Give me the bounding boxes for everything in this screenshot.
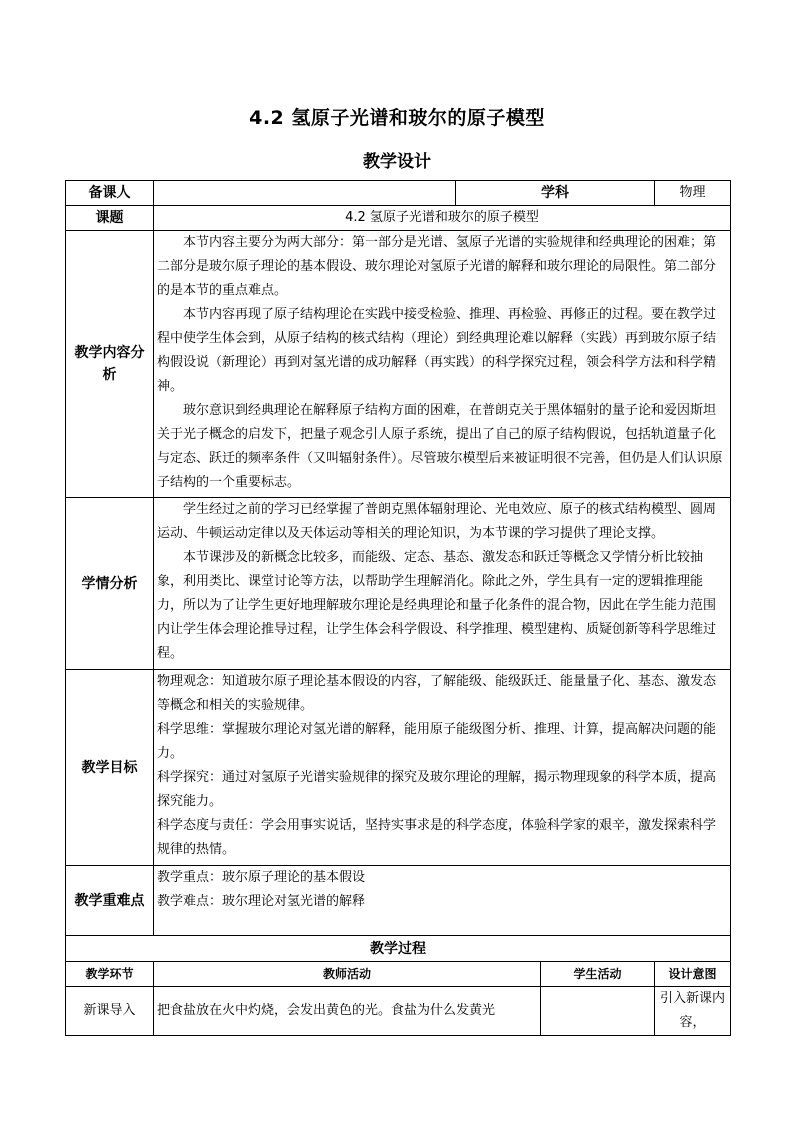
page-title: 4.2 氢原子光谱和玻尔的原子模型 xyxy=(249,107,545,129)
process-title: 教学过程 xyxy=(66,936,731,962)
key-points-body xyxy=(154,866,731,936)
info-row-preparer xyxy=(66,181,731,206)
process-student-activity xyxy=(541,987,655,1036)
student-paragraph: 学生经过之前的学习已经掌握了普朗克黑体辐射理论、光电效应、原子的核式结构模型、圆周运动、牛顿运动定律以及天体运动等相关的理论知识，为本节课的学习提供了理论支撑。 xyxy=(157,502,717,541)
objectives-label: 教学目标 xyxy=(66,670,154,866)
process-stage: 新课导入 xyxy=(66,987,154,1036)
process-teacher-activity: 把食盐放在火中灼烧，会发出黄色的光。食盐为什么发黄光 xyxy=(154,987,541,1036)
student-analysis-row xyxy=(66,498,731,670)
column-header-student: 学生活动 xyxy=(541,962,655,987)
objective-item: 物理观念：知道玻尔原子理论基本假设的内容，了解能级、能级跃迁、能量量子化、基态、激发态等概念和相关的实验规律。 xyxy=(157,674,717,713)
content-paragraph: 本节内容主要分为两大部分：第一部分是光谱、氢原子光谱的实验规律和经典理论的困难；第二部分是玻尔原子理论的基本假设、玻尔理论对氢原子光谱的解释和玻尔理论的局限性。第二部分的是本节的重点难点。 xyxy=(157,235,717,298)
topic-label: 课题 xyxy=(66,206,154,231)
objective-item: 科学态度与责任：学会用事实说话，坚持实事求是的科学态度，体验科学家的艰辛，激发探索科学规律的热情。 xyxy=(157,818,717,857)
column-header-intent: 设计意图 xyxy=(655,962,731,987)
preparer-label: 备课人 xyxy=(66,181,154,206)
key-difficulty: 教学难点：玻尔理论对氢光谱的解释 xyxy=(157,894,366,909)
objectives-row xyxy=(66,670,731,866)
key-focus: 教学重点：玻尔原子理论的基本假设 xyxy=(157,870,366,885)
topic-value: 4.2 氢原子光谱和玻尔的原子模型 xyxy=(154,206,731,231)
preparer-value xyxy=(154,181,456,206)
content-analysis-row xyxy=(66,231,731,498)
page-subtitle: 教学设计 xyxy=(363,152,431,172)
subject-label: 学科 xyxy=(456,181,655,206)
process-title-row xyxy=(66,936,731,962)
key-points-label: 教学重难点 xyxy=(66,866,154,936)
process-design-intent: 引入新课内容， xyxy=(655,987,731,1036)
objective-item: 科学思维：掌握玻尔理论对氢光谱的解释，能用原子能级图分析、推理、计算，提高解决问题的能力。 xyxy=(157,722,717,761)
student-analysis-body xyxy=(154,498,731,670)
column-header-teacher: 教师活动 xyxy=(154,962,541,987)
info-row-topic xyxy=(66,206,731,231)
content-paragraph: 玻尔意识到经典理论在解释原子结构方面的困难，在普朗克关于黑体辐射的量子论和爱因斯坦关于光子概念的启发下，把量子观念引人原子系统，提出了自己的原子结构假说，包括轨道量子化与定态、跃迁的频率条件（又叫辐射条件）。尽管玻尔模型后来被证明很不完善，但仍是人们认识原子结构的一个重要标志。 xyxy=(157,403,723,490)
process-header-row xyxy=(66,962,731,987)
process-row xyxy=(66,987,731,1036)
lesson-plan-table xyxy=(65,180,731,1036)
column-header-stage: 教学环节 xyxy=(66,962,154,987)
objectives-body xyxy=(154,670,731,866)
content-paragraph: 本节内容再现了原子结构理论在实践中接受检验、推理、再检验、再修正的过程。要在教学过程中使学生体会到，从原子结构的核式结构（理论）到经典理论难以解释（实践）再到玻尔原子结构假设说（新理论）再到对氢光谱的成功解释（再实践）的科学探究过程，领会科学方法和科学精神。 xyxy=(157,307,717,394)
key-points-row xyxy=(66,866,731,936)
student-analysis-label: 学情分析 xyxy=(66,498,154,670)
content-analysis-body xyxy=(154,231,731,498)
content-analysis-label: 教学内容分析 xyxy=(66,231,154,498)
student-paragraph: 本节课涉及的新概念比较多，而能级、定态、基态、激发态和跃迁等概念又学情分析比较抽象，利用类比、课堂讨论等方法，以帮助学生理解消化。除此之外，学生具有一定的逻辑推理能力，所以为了让学生更好地理解玻尔理论是经典理论和量子化条件的混合物，因此在学生能力范围内让学生体会理论推导过程，让学生体会科学假设、科学推理、模型建构、质疑创新等科学思维过程。 xyxy=(157,550,717,661)
objective-item: 科学探究：通过对氢原子光谱实验规律的探究及玻尔理论的理解，揭示物理现象的科学本质，提高探究能力。 xyxy=(157,770,717,809)
subject-value: 物理 xyxy=(655,181,731,206)
